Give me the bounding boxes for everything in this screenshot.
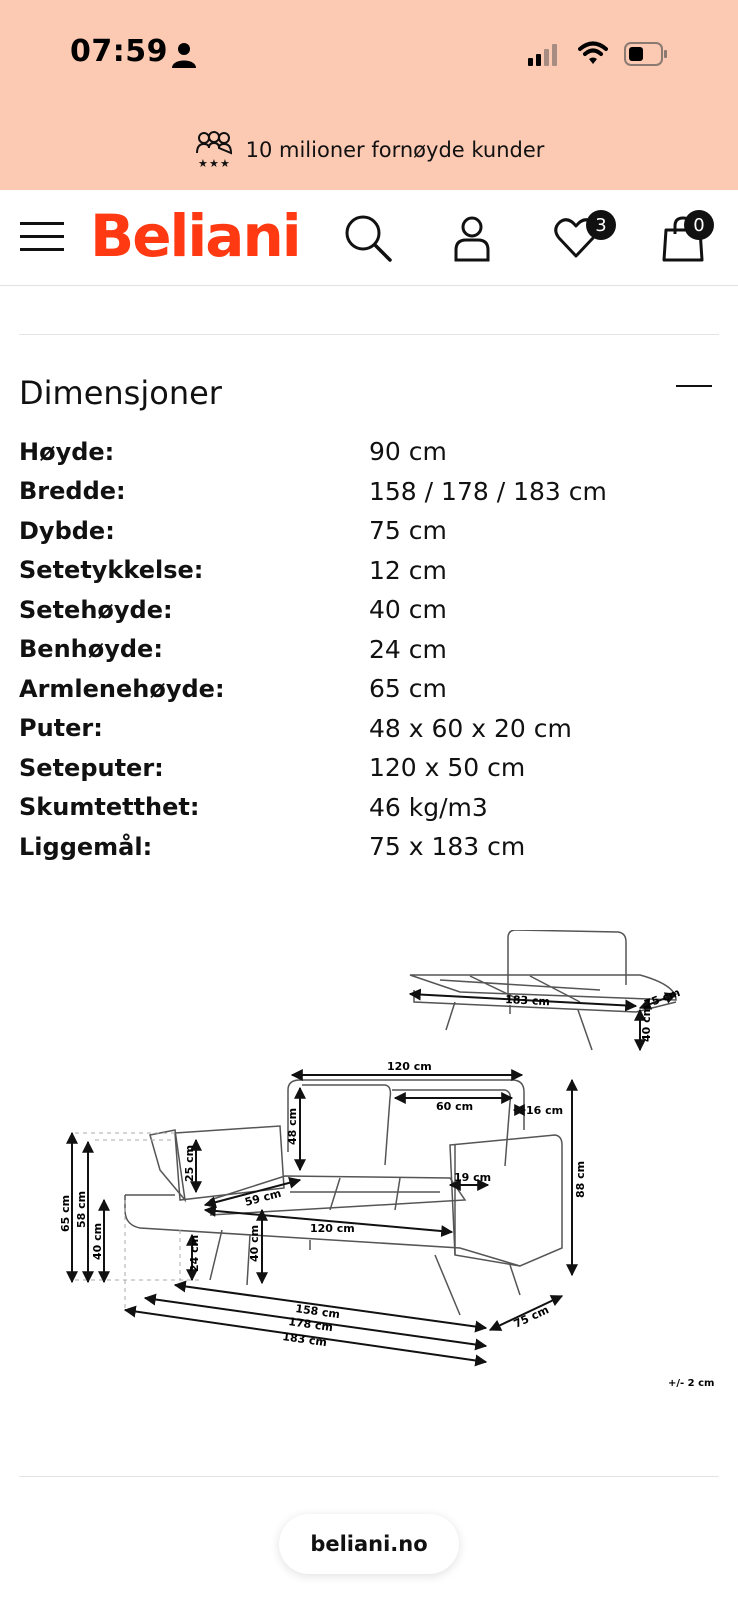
dim-label: 158 cm bbox=[294, 1302, 341, 1322]
dim-label: 59 cm bbox=[243, 1186, 283, 1209]
dim-label: 48 cm bbox=[286, 1107, 299, 1145]
spec-label: Benhøyde: bbox=[19, 635, 163, 664]
spec-value: 75 cm bbox=[369, 516, 447, 546]
wishlist-count-badge: 3 bbox=[586, 210, 616, 240]
site-domain-pill[interactable]: beliani.no bbox=[279, 1514, 459, 1574]
dim-label: 75 cm bbox=[642, 985, 682, 1011]
status-time: 07:59 bbox=[70, 34, 168, 69]
dimensions-table bbox=[19, 432, 719, 867]
spec-value: 24 cm bbox=[369, 634, 447, 664]
spec-row bbox=[19, 748, 719, 788]
spec-row bbox=[19, 551, 719, 591]
happy-customers-icon bbox=[194, 131, 234, 169]
wishlist-button[interactable] bbox=[552, 210, 622, 270]
svg-text:★: ★ bbox=[219, 157, 230, 169]
svg-text:★: ★ bbox=[208, 157, 219, 169]
spec-value: 90 cm bbox=[369, 437, 447, 467]
battery-icon bbox=[624, 42, 668, 66]
section-title: Dimensjoner bbox=[19, 374, 222, 412]
spec-value: 46 kg/m3 bbox=[369, 792, 488, 822]
spec-row bbox=[19, 511, 719, 551]
sofa-dimension-drawing bbox=[0, 930, 738, 1430]
spec-value: 65 cm bbox=[369, 674, 447, 704]
spec-label: Seteputer: bbox=[19, 753, 164, 782]
beliani-logo[interactable]: Beliani bbox=[90, 202, 300, 270]
spec-value: 75 x 183 cm bbox=[369, 832, 526, 862]
dim-label: 25 cm bbox=[183, 1144, 196, 1182]
wifi-icon bbox=[578, 40, 608, 66]
dim-label: 120 cm bbox=[310, 1222, 355, 1235]
spec-value: 120 x 50 cm bbox=[369, 753, 526, 783]
dim-label: 58 cm bbox=[75, 1190, 88, 1228]
person-icon bbox=[172, 42, 196, 68]
spec-row bbox=[19, 432, 719, 472]
site-header bbox=[0, 190, 738, 286]
section-divider bbox=[19, 1476, 719, 1477]
collapse-minus-icon[interactable] bbox=[676, 385, 712, 387]
spec-row bbox=[19, 630, 719, 670]
hamburger-menu-icon[interactable] bbox=[20, 218, 64, 254]
cellular-signal-icon bbox=[528, 44, 558, 66]
spec-value: 158 / 178 / 183 cm bbox=[369, 476, 607, 506]
spec-label: Høyde: bbox=[19, 437, 115, 466]
svg-text:★: ★ bbox=[197, 157, 208, 169]
spec-row bbox=[19, 709, 719, 749]
cart-count-badge: 0 bbox=[684, 210, 714, 240]
spec-row bbox=[19, 669, 719, 709]
dim-label: 40 cm bbox=[248, 1224, 261, 1262]
spec-value: 40 cm bbox=[369, 595, 447, 625]
spec-label: Bredde: bbox=[19, 477, 126, 506]
dim-label: 183 cm bbox=[504, 993, 551, 1009]
tolerance-note: +/- 2 cm bbox=[668, 1378, 715, 1389]
account-icon[interactable] bbox=[446, 212, 498, 264]
dim-label: 88 cm bbox=[574, 1160, 587, 1198]
sofa-bed-sketch bbox=[410, 930, 676, 1050]
spec-label: Setehøyde: bbox=[19, 595, 173, 624]
spec-value: 48 x 60 x 20 cm bbox=[369, 713, 572, 743]
spec-label: Dybde: bbox=[19, 516, 115, 545]
dim-label: 120 cm bbox=[387, 1060, 432, 1073]
dim-label: 40 cm bbox=[91, 1222, 104, 1260]
status-bar bbox=[0, 0, 738, 190]
dim-label: 60 cm bbox=[436, 1100, 474, 1113]
dim-label: 16 cm bbox=[526, 1104, 564, 1117]
spec-row bbox=[19, 590, 719, 630]
search-icon[interactable] bbox=[342, 212, 394, 264]
dim-label: 65 cm bbox=[59, 1194, 72, 1232]
cart-button[interactable] bbox=[660, 210, 730, 270]
spec-row bbox=[19, 827, 719, 867]
spec-label: Armlenehøyde: bbox=[19, 674, 225, 703]
promo-text: 10 milioner fornøyde kunder bbox=[245, 138, 545, 162]
spec-label: Skumtetthet: bbox=[19, 793, 200, 822]
spec-label: Liggemål: bbox=[19, 832, 153, 861]
spec-row bbox=[19, 788, 719, 828]
dim-label: 40 cm bbox=[640, 1004, 653, 1042]
dim-label: 183 cm bbox=[281, 1330, 328, 1350]
dim-label: 178 cm bbox=[287, 1315, 334, 1335]
section-divider bbox=[19, 334, 719, 335]
dim-label: 19 cm bbox=[454, 1171, 492, 1184]
spec-row bbox=[19, 472, 719, 512]
dim-label: 75 cm bbox=[511, 1303, 551, 1331]
spec-label: Puter: bbox=[19, 714, 103, 743]
spec-label: Setetykkelse: bbox=[19, 556, 204, 585]
dim-label: 24 cm bbox=[188, 1234, 201, 1272]
spec-value: 12 cm bbox=[369, 555, 447, 585]
promo-banner bbox=[0, 128, 738, 172]
